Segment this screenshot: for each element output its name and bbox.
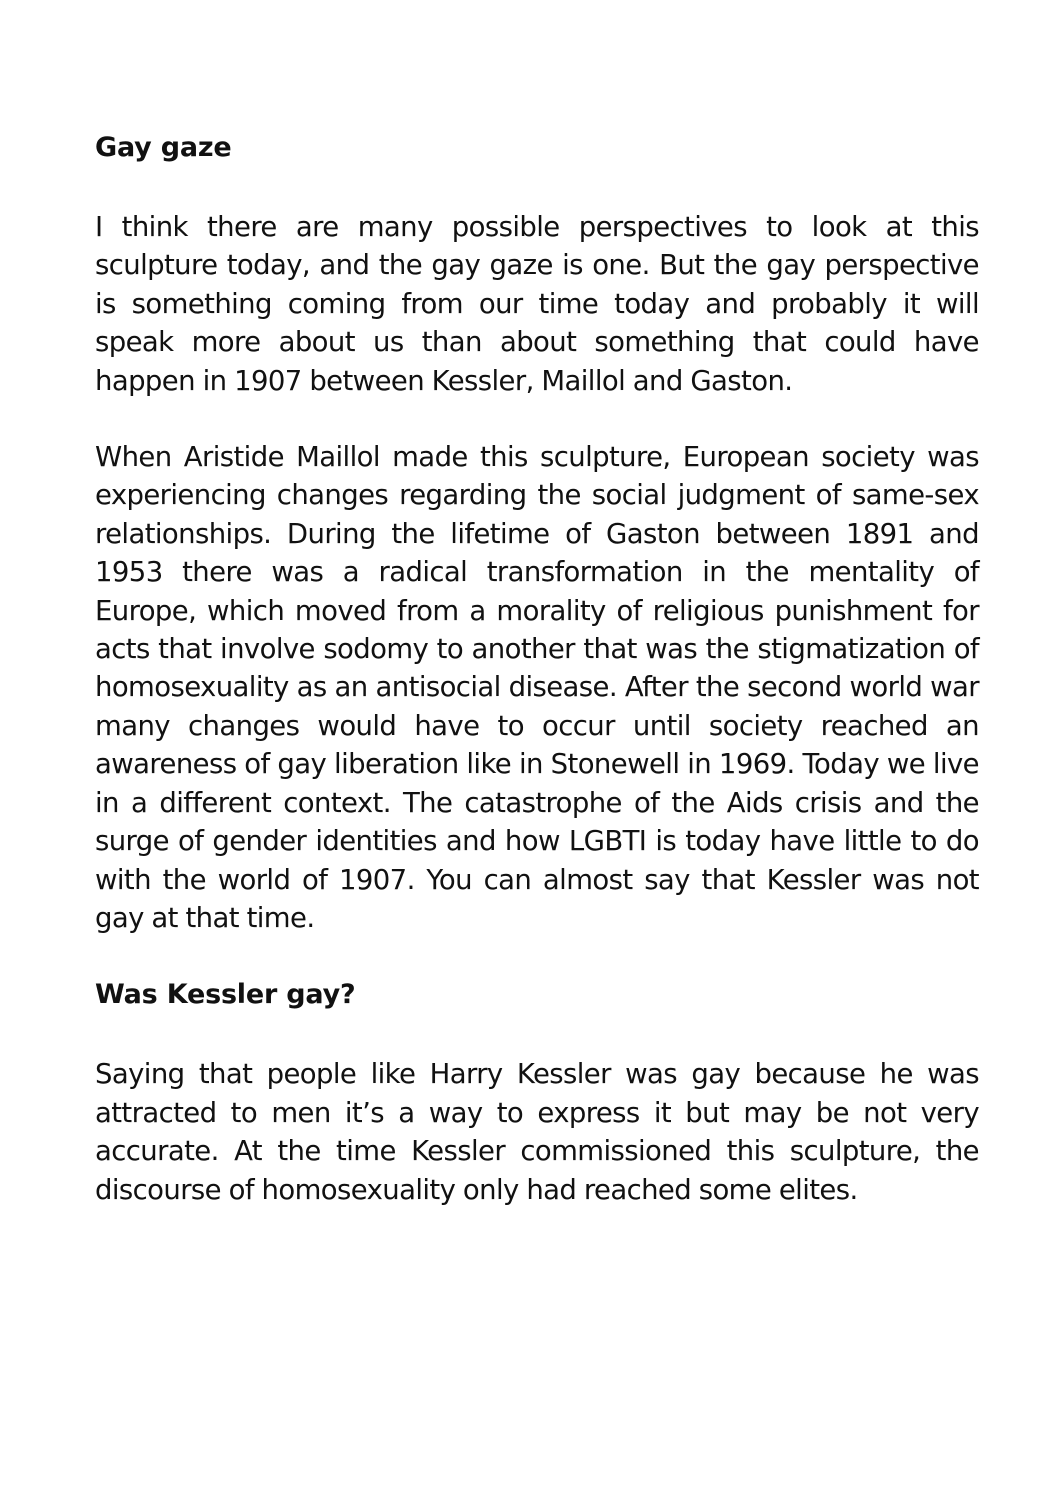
section-was-kessler-gay [95, 975, 979, 1209]
section-heading: Gay gaze [95, 132, 232, 163]
section-gay-gaze [95, 128, 979, 937]
document-page [95, 128, 979, 1209]
section-heading: Was Kessler gay? [95, 979, 356, 1011]
paragraph: When Aristide Maillol made this sculpture, European society was experiencing changes regarding the social judgment of same-sex relationships. During the lifetime of Gaston between 1891 and 1953 there was a radical transformation in the mentality of Europe, which moved from a morality of religious punishment for acts that involve sodomy to another that was the stigmatization of homosexuality as an antisocial disease. After the second world war many changes would have to occur until society reached an awareness of gay liberation like in Stonewell in 1969. Today we live in a different context. The catastrophe of the Aids crisis and the surge of gender identities and how LGBTI is today have little to do with the world of 1907. You can almost say that Kessler was not gay at that time. [95, 441, 979, 934]
paragraph: Saying that people like Harry Kessler was gay because he was attracted to men it’s a way to express it but may be not very accurate. At the time Kessler commissioned this sculpture, the discourse of homosexuality only had reached some elites. [95, 1058, 979, 1206]
paragraph: I think there are many possible perspectives to look at this sculpture today, and the gay gaze is one. But the gay perspective is something coming from our time today and probably it will speak more about us than about something that could have happen in 1907 between Kessler, Maillol and Gaston. [95, 211, 979, 397]
